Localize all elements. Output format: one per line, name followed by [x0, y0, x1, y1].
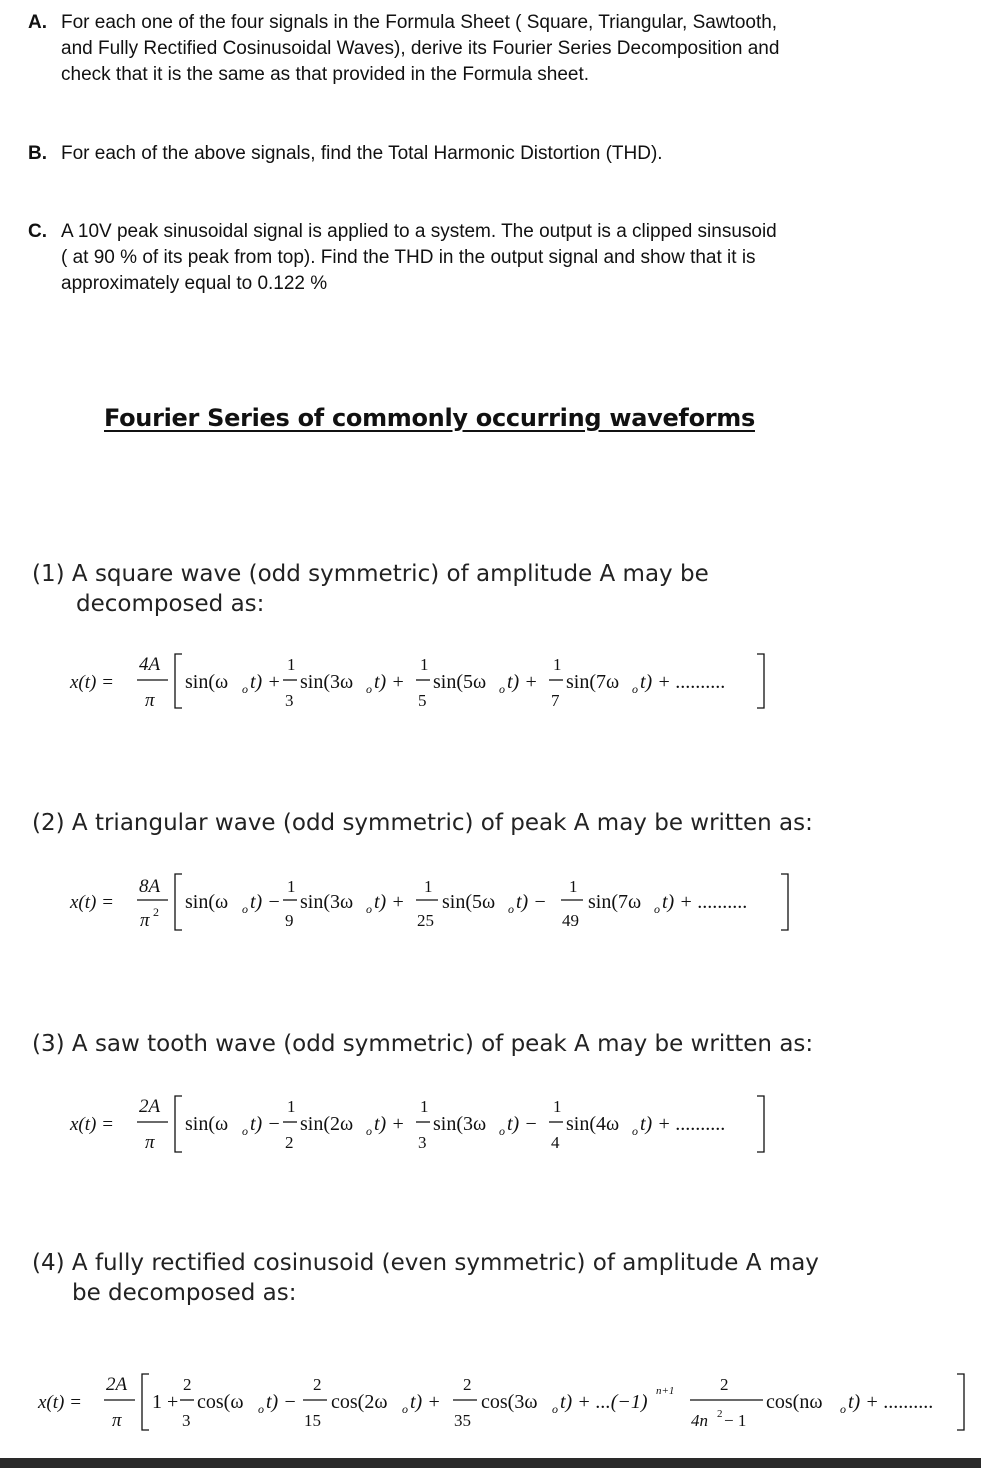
eq-coef-numerator: 4A: [139, 654, 161, 675]
eq-frac-den: 3: [182, 1411, 191, 1430]
question-text-line: and Fully Rectified Cosinusoidal Waves), derive its Fourier Series Decomposition and: [61, 38, 780, 59]
question-label: A.: [28, 12, 47, 33]
eq-frac-den: 9: [285, 911, 294, 930]
eq-frac-num: 1: [420, 655, 429, 674]
eq-lhs: x(t) =: [70, 672, 114, 693]
eq-subscript: o: [366, 1124, 372, 1138]
question-text-line: check that it is the same as that provided in the Formula sheet.: [61, 64, 590, 85]
eq-subscript: o: [840, 1402, 846, 1416]
question-a: [28, 10, 928, 88]
eq-subscript: o: [402, 1402, 408, 1416]
eq-term: sin(3ω: [300, 891, 354, 913]
right-bracket: [757, 1096, 764, 1152]
eq-frac-den-tail: − 1: [724, 1411, 747, 1430]
waveform-number: (4): [32, 1250, 65, 1276]
waveform-number: (1): [32, 561, 65, 587]
eq-term: cos(3ω: [481, 1391, 538, 1413]
eq-subscript: o: [654, 902, 660, 916]
waveform-text-line: decomposed as:: [76, 591, 265, 617]
eq-term: t) −: [250, 891, 281, 913]
eq-term: t) +: [374, 1113, 405, 1135]
eq-term: t) +: [410, 1391, 441, 1413]
bottom-divider: [0, 1458, 981, 1468]
eq-frac-den: 4: [551, 1133, 560, 1152]
eq-term: sin(ω: [185, 891, 229, 913]
eq-term: sin(5ω: [433, 671, 487, 693]
section-title: Fourier Series of commonly occurring waveforms: [104, 404, 755, 432]
question-text-line: A 10V peak sinusoidal signal is applied to a system. The output is a clipped sinsusoid: [61, 221, 777, 242]
waveform-triangular-description: [32, 808, 813, 838]
waveform-sawtooth-description: [32, 1029, 813, 1059]
eq-subscript: o: [258, 1402, 264, 1416]
waveform-rectified-description: [32, 1248, 819, 1308]
eq-frac-den: 25: [417, 911, 434, 930]
eq-frac-num: 2: [720, 1375, 729, 1394]
eq-subscript: o: [366, 682, 372, 696]
eq-frac-den: 5: [418, 691, 427, 710]
eq-coef-numerator: 2A: [106, 1374, 128, 1395]
eq-coef-denominator: π: [140, 910, 150, 931]
eq-frac-den: 3: [285, 691, 294, 710]
eq-frac-num: 2: [313, 1375, 322, 1394]
eq-frac-num: 1: [569, 877, 578, 896]
eq-subscript: o: [242, 1124, 248, 1138]
eq-term: t) + ...(−1): [560, 1391, 648, 1413]
waveform-text-line: A square wave (odd symmetric) of amplitude A may be: [71, 561, 709, 587]
waveform-text-line: be decomposed as:: [72, 1280, 297, 1306]
right-bracket: [757, 654, 764, 708]
waveform-text-line: A saw tooth wave (odd symmetric) of peak A may be written as:: [71, 1031, 814, 1057]
eq-term: sin(3ω: [433, 1113, 487, 1135]
eq-lhs: x(t) =: [38, 1392, 82, 1413]
eq-frac-den: 49: [562, 911, 579, 930]
eq-term: cos(ω: [197, 1391, 244, 1413]
question-text-line: ( at 90 % of its peak from top). Find the THD in the output signal and show that it is: [61, 247, 756, 268]
left-bracket: [175, 654, 182, 708]
eq-frac-num: 2: [183, 1375, 192, 1394]
eq-subscript: o: [242, 682, 248, 696]
eq-frac-num: 1: [287, 877, 296, 896]
eq-superscript: 2: [153, 905, 159, 919]
question-text-line: For each one of the four signals in the Formula Sheet ( Square, Triangular, Sawtooth,: [61, 12, 778, 33]
eq-term: sin(ω: [185, 1113, 229, 1135]
eq-term: t) + ..........: [640, 671, 726, 693]
eq-term: t) +: [250, 671, 281, 693]
eq-lhs: x(t) =: [70, 892, 114, 913]
eq-term: sin(2ω: [300, 1113, 354, 1135]
eq-term: sin(7ω: [566, 671, 620, 693]
left-bracket: [142, 1374, 149, 1430]
eq-term: t) +: [374, 671, 405, 693]
eq-frac-num: 1: [553, 655, 562, 674]
eq-frac-num: 1: [553, 1097, 562, 1116]
equation-rectified-cosine: [0, 1362, 981, 1442]
eq-superscript: 2: [717, 1408, 723, 1420]
eq-coef-numerator: 2A: [139, 1096, 161, 1117]
eq-term: t) + ..........: [640, 1113, 726, 1135]
eq-term: cos(2ω: [331, 1391, 388, 1413]
eq-term: t) −: [507, 1113, 538, 1135]
eq-subscript: o: [242, 902, 248, 916]
waveform-number: (2): [32, 810, 65, 836]
eq-term: t) + ..........: [848, 1391, 934, 1413]
eq-subscript: o: [552, 1402, 558, 1416]
waveform-number: (3): [32, 1031, 65, 1057]
right-bracket: [957, 1374, 964, 1430]
eq-subscript: o: [508, 902, 514, 916]
question-b: [28, 141, 928, 167]
eq-frac-den: 2: [285, 1133, 294, 1152]
eq-frac-num: 2: [463, 1375, 472, 1394]
waveform-text-line: A fully rectified cosinusoid (even symmetric) of amplitude A may: [71, 1250, 819, 1276]
question-text-line: approximately equal to 0.122 %: [61, 273, 328, 294]
eq-term: t) + ..........: [662, 891, 748, 913]
equation-square-wave: [0, 640, 981, 720]
question-c: [28, 219, 928, 297]
eq-subscript: o: [632, 682, 638, 696]
eq-frac-den: 15: [304, 1411, 321, 1430]
eq-coef-denominator: π: [112, 1410, 122, 1431]
eq-coef-denominator: π: [145, 1132, 155, 1153]
eq-frac-den: 7: [551, 691, 560, 710]
eq-term: t) −: [516, 891, 547, 913]
eq-superscript: n+1: [656, 1385, 675, 1397]
eq-term: sin(3ω: [300, 671, 354, 693]
eq-frac-num: 1: [287, 655, 296, 674]
equation-sawtooth-wave: [0, 1084, 981, 1164]
eq-subscript: o: [499, 682, 505, 696]
eq-term: sin(ω: [185, 671, 229, 693]
question-text-line: For each of the above signals, find the Total Harmonic Distortion (THD).: [61, 143, 663, 164]
eq-frac-num: 1: [420, 1097, 429, 1116]
eq-lhs: x(t) =: [70, 1114, 114, 1135]
eq-term: sin(4ω: [566, 1113, 620, 1135]
eq-term: t) −: [250, 1113, 281, 1135]
eq-coef-numerator: 8A: [139, 876, 161, 897]
eq-term: t) −: [266, 1391, 297, 1413]
eq-subscript: o: [366, 902, 372, 916]
eq-term: t) +: [374, 891, 405, 913]
waveform-square-description: [32, 559, 709, 619]
right-bracket: [781, 874, 788, 930]
question-label: B.: [28, 143, 47, 164]
question-label: C.: [28, 221, 47, 242]
eq-subscript: o: [499, 1124, 505, 1138]
eq-frac-den: 4n: [691, 1411, 708, 1430]
eq-subscript: o: [632, 1124, 638, 1138]
eq-frac-den: 35: [454, 1411, 471, 1430]
eq-frac-num: 1: [287, 1097, 296, 1116]
eq-term: t) +: [507, 671, 538, 693]
waveform-text-line: A triangular wave (odd symmetric) of peak A may be written as:: [71, 810, 813, 836]
eq-frac-num: 1: [424, 877, 433, 896]
eq-term: sin(7ω: [588, 891, 642, 913]
eq-frac-den: 3: [418, 1133, 427, 1152]
eq-term: 1 +: [152, 1391, 179, 1413]
left-bracket: [175, 874, 182, 930]
equation-triangular-wave: [0, 862, 981, 942]
eq-term: sin(5ω: [442, 891, 496, 913]
eq-term: cos(nω: [766, 1391, 823, 1413]
left-bracket: [175, 1096, 182, 1152]
eq-coef-denominator: π: [145, 690, 155, 711]
